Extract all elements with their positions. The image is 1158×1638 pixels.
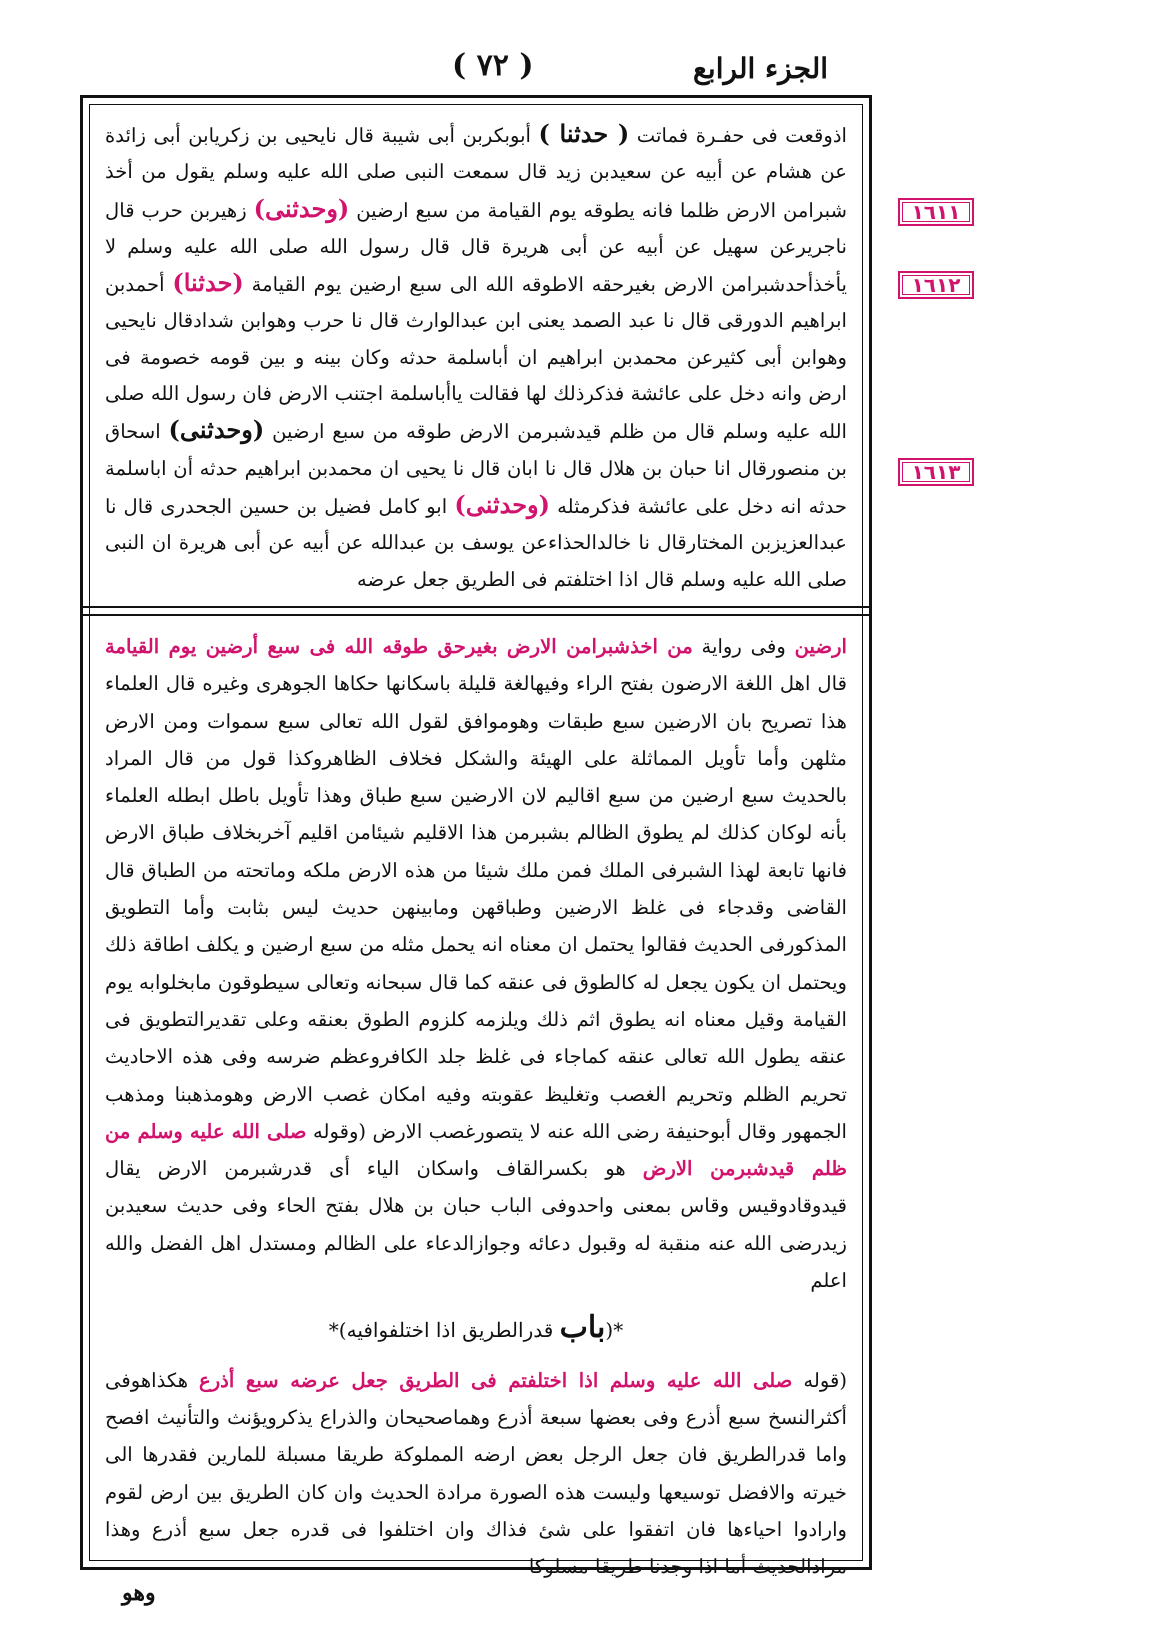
commentary-text: هو بكسرالقاف واسكان الياء أى قدرشبرمن الارض يقال قيدوقادوقيس وقاس بمعنى واحدوفى الباب حبان بن هلال بفتح الحاء وفى حديث سعيدبن زيدرضى الله عنه منقبة له وقبول دعائه وجوازالدعاء على الظالم ومستدل اهل الفضل والله اعلم <box>105 1157 847 1293</box>
hadith-keyword: (وحدثنى) <box>168 415 265 445</box>
section-divider <box>83 606 869 616</box>
hadith-number-1613: ١٦١٣ <box>898 458 974 486</box>
chapter-title: قدرالطريق اذا اختلفوافيه)* <box>328 1318 554 1343</box>
hadith-text: اذوقعت فى حفـرة فماتت <box>636 124 847 147</box>
page-frame <box>80 95 872 1579</box>
hadith-text: زهيربن حرب قال ناجريرعن سهيل عن أبيه عن أبى هريرة قال قال رسول الله صلى الله عليه وسلم لا يأخذأحدشبرامن الارض بغيرحقه الاطوقه الله الى سبع ارضين يوم القيامة <box>105 198 847 297</box>
commentary-paragraph <box>105 1362 847 1586</box>
commentary-lemma: من اخذشبرامن الارض بغيرحق طوقه الله فى سبع أرضين يوم القيامة <box>105 635 693 658</box>
commentary-lemma: صلى الله عليه وسلم من ظلم قيدشبرمن الارض <box>105 1119 847 1181</box>
hadith-text: اسحاق بن منصورقال انا حبان بن هلال قال نا ابان قال نا يحيى ان محمدبن ابراهيم حدثه أن اباسلمة حدثه انه دخل على عائشة فذكرمثله <box>105 420 847 518</box>
chapter-heading <box>105 1309 847 1349</box>
commentary-text: وفى رواية <box>701 635 786 658</box>
page-number: ( ٧٢ ) <box>452 48 534 83</box>
commentary-text: (قوله <box>803 1368 848 1392</box>
commentary-block <box>105 628 848 1579</box>
hadith-text: أبوبكربن أبى شيبة قال نايحيى بن زكريابن أبى زائدة عن هشام عن أبيه عن سعيدبن زيد قال سمعت النبى صلى الله عليه وسلم يقول من أخذ شبرامن الارض ظلما فانه يطوقه يوم القيامة من سبع ارضين <box>105 124 847 222</box>
commentary-lemma: ارضين <box>794 635 847 658</box>
hadith-keyword: (وحدثنى) <box>454 489 551 519</box>
hadith-number-1612: ١٦١٢ <box>898 271 974 299</box>
commentary-text: قال اهل اللغة الارضون بفتح الراء وفيهالغة قليلة باسكانها حكاها الجوهرى وغيره قال العلماء هذا تصريح بان الارضين سبع طبقات وهوموافق لقول الله تعالى سبع سموات ومن الارض مثلهن وأما تأويل المماثلة على الهيئة والشكل فخلاف الظاهروكذا قول من قال المراد بالحديث سبع ارضين من سبع اقاليم لان الارضين سبع طباق وهذا تأويل باطل ابطله العلماء بأنه لوكان كذلك لم يطوق الظالم بشبرمن هذا الاقليم شيئامن اقليم آخربخلاف طباق الارض فانها تابعة لهذا الشبرفى الملك فمن ملك شيئا من هذه الارض ملكه وماتحته من الطباق قال القاضى وقدجاء فى غلظ الارضين وطباقهن ومابينهن حديث ليس بثابت وأما التطويق المذكورفى الحديث فقالوا يحتمل ان معناه انه يحمل مثله من سبع ارضين و يكلف اطاقة ذلك ويحتمل ان يكون يجعل له كالطوق فى عنقه كما قال سبحانه وتعالى سيطوقون مابخلوابه يوم القيامة وقيل معناه انه يطوق اثم ذلك ويلزمه كلزوم الطوق بعنقه وعلى تقديرالتطويق فى عنقه يطول الله تعالى عنقه كماجاء فى غلظ جلد الكافروعظم ضرسه وفى هذه الاحاديث تحريم الظلم وتحريم الغصب وتغليظ عقوبته وفيه امكان غصب الارض وهومذهبنا ومذهب الجمهور وقال أبوحنيفة رضى الله عنه لا يتصورغصب الارض <box>105 672 847 1143</box>
catchword: وهو <box>122 1580 156 1606</box>
hadith-text: ابو كامل فضيل بن حسين الجحدرى قال نا عبدالعزيزبن المختارقال نا خالدالحذاءعن يوسف بن عبدالله عن أبيه عن أبى هريرة ان النبى صلى الله عليه وسلم قال اذا اختلفتم فى الطريق جعل عرضه <box>105 494 847 591</box>
commentary-lemma: صلى الله عليه وسلم اذا اختلفتم فى الطريق جعل عرضه سبع أذرع <box>199 1368 793 1392</box>
hadith-number-1611: ١٦١١ <box>898 198 974 226</box>
part-title: الجزء الرابع <box>693 52 828 85</box>
chapter-mark: *( <box>605 1318 624 1343</box>
commentary-text: (وقوله <box>312 1119 367 1143</box>
commentary-paragraph <box>105 628 847 1299</box>
hadith-text: أحمدبن ابراهيم الدورقى قال نا عبد الصمد يعنى ابن عبدالوارث قال نا حرب وهوابن شدادقال نايحيى وهوابن أبى كثيرعن محمدبن ابراهيم ان أباسلمة حدثه وكان بينه و بين قومه خصومة فى ارض وانه دخل على عائشة فذكرذلك لها فقالت ياأباسلمة اجتنب الارض فان رسول الله صلى الله عليه وسلم قال من ظلم قيدشبرمن الارض طوقه من سبع ارضين <box>105 273 847 444</box>
hadith-keyword: ( حدثنا ) <box>538 119 630 148</box>
hadith-text-block <box>105 116 847 596</box>
hadith-keyword: (وحدثنى) <box>253 193 350 223</box>
hadith-keyword: (حدثنا) <box>172 268 244 298</box>
commentary-text: هكذاهوفى أكثرالنسخ سبع أذرع وفى بعضها سبعة أذرع وهماصحيحان والذراع يذكرويؤنث والتأنيث افصح واما قدرالطريق فان جعل الرجل بعض ارضه المملوكة طريقا مسبلة للمارين فقدرها الى خيرته والافضل توسيعها وليست هذه الصورة مرادة الحديث وان كان الطريق بين ارض لقوم وارادوا احياءها فان اتفقوا على شئ فذاك وان اختلفوا فى قدره جعل سبع أذرع وهذا مرادالحديث أما اذا وجدنا طريقا مسلوكا <box>105 1368 847 1579</box>
chapter-bab: باب <box>559 1310 606 1346</box>
